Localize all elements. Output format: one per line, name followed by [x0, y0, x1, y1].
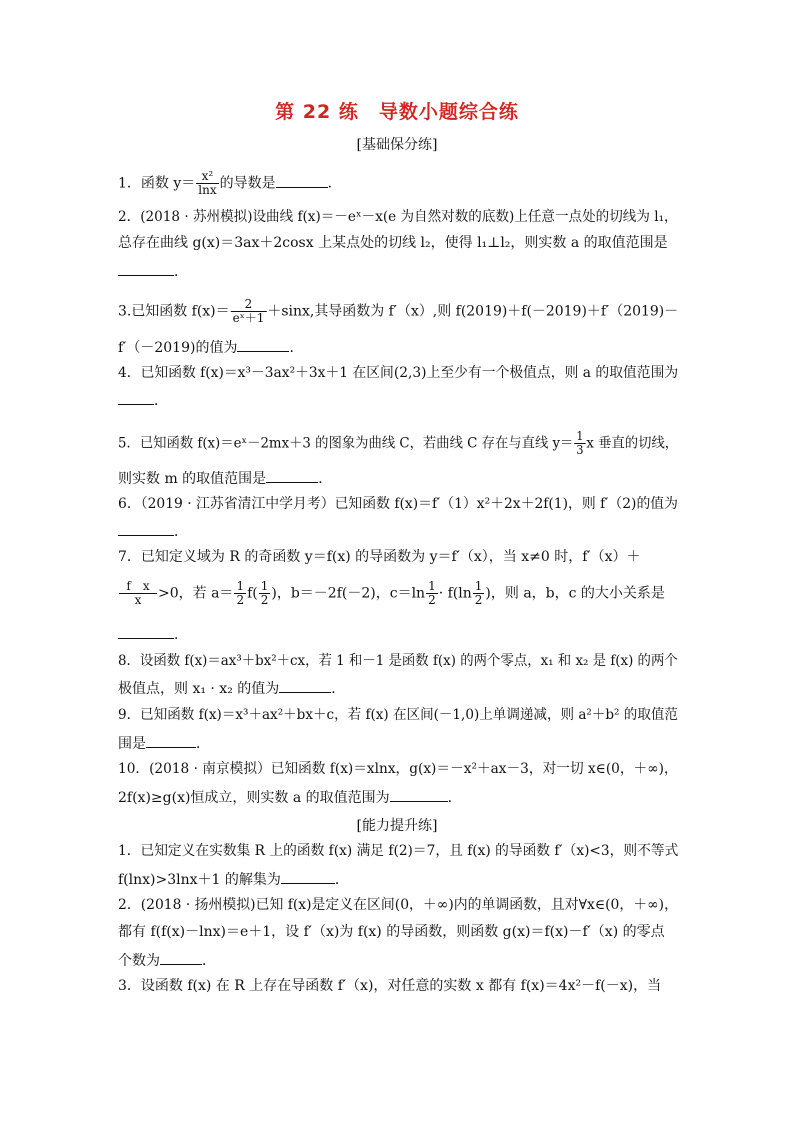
text: ． — [174, 627, 188, 643]
numerator: 2 — [231, 298, 267, 312]
text: 个数为 — [118, 953, 160, 969]
text: ． — [154, 393, 168, 409]
answer-blank[interactable] — [279, 678, 331, 693]
text: ＋sinx,其导函数为 f′（x）,则 f(2019)＋f(－2019)＋f′（2019)－ — [267, 303, 679, 320]
text: f — [247, 585, 253, 602]
fraction — [231, 298, 267, 325]
text: >0，若 a＝ — [158, 585, 234, 602]
problem-4-line-2 — [118, 390, 678, 410]
text: ，b＝－2f(－2)，c＝ln — [276, 585, 426, 602]
text: 3.已知函数 f(x)＝ — [118, 303, 230, 320]
text: f′（－2019)的值为 — [118, 340, 238, 356]
numerator: x² — [196, 170, 218, 184]
advanced-problem-2-line-3 — [118, 950, 678, 970]
numerator: 1 — [576, 429, 584, 443]
problem-3-line-1 — [118, 298, 677, 325]
advanced-problem-2-line-1: 2．(2018 · 扬州模拟)已知 f(x)是定义在区间(0，＋∞)内的单调函数，且对∀x∈(0，＋∞)， — [118, 897, 678, 913]
problem-6-line-1: 6．（2019 · 江苏省清江中学月考）已知函数 f(x)＝f′（1）x²＋2x＋2f(1)，则 f′（2)的值为 — [118, 496, 679, 512]
answer-blank[interactable] — [390, 787, 448, 802]
denominator: 2 — [260, 593, 269, 607]
answer-blank[interactable] — [118, 521, 174, 536]
text: ． — [327, 175, 342, 192]
problem-7-line-3 — [118, 624, 678, 644]
denominator: lnx — [198, 183, 217, 197]
answer-blank[interactable] — [146, 733, 196, 748]
section-heading-advanced: [能力提升练] — [356, 818, 438, 834]
numerator: 1 — [474, 579, 483, 593]
text: f(lnx)>3lnx＋1 的解集为 — [118, 872, 281, 888]
answer-blank[interactable] — [281, 869, 335, 884]
problem-7-line-1: 7．已知定义域为 R 的奇函数 y＝f(x) 的导函数为 y＝f′（x），当 x≠0 时，f′（x）＋ — [118, 549, 641, 565]
text: 1．函数 y＝ — [118, 175, 196, 192]
text: ln — [458, 585, 472, 602]
denominator: 2 — [474, 593, 483, 607]
text: 的导数是 — [219, 175, 276, 192]
denominator: eˣ＋1 — [232, 311, 265, 325]
problem-3-line-2 — [118, 337, 678, 357]
answer-blank[interactable] — [118, 390, 154, 405]
text: ． — [331, 681, 346, 697]
text: · f — [438, 585, 453, 602]
text: 5．已知函数 f(x)＝eˣ－2mx＋3 的图象为曲线 C，若曲线 C 存在与直线 y＝ — [118, 435, 574, 452]
fraction — [426, 580, 438, 607]
denominator: 2 — [236, 593, 245, 607]
page-title: 第 22 练 导数小题综合练 — [275, 101, 519, 123]
answer-blank[interactable] — [276, 173, 328, 188]
denominator: 2 — [428, 593, 436, 607]
problem-5-line-2 — [118, 468, 678, 488]
numerator: 1 — [428, 579, 436, 593]
problem-1 — [118, 170, 678, 197]
text: ． — [334, 872, 349, 888]
text: 2f(x)≥g(x)恒成立，则实数 a 的取值范围为 — [118, 790, 390, 806]
text: ． — [289, 340, 304, 356]
fraction — [473, 580, 485, 607]
answer-blank[interactable] — [118, 624, 174, 639]
denominator: x — [134, 593, 142, 607]
text: ． — [202, 953, 216, 969]
text: ． — [174, 524, 188, 540]
fraction — [119, 580, 157, 607]
text: 则实数 m 的取值范围是 — [118, 471, 267, 487]
numerator: f x — [119, 580, 157, 594]
answer-blank[interactable] — [160, 950, 202, 965]
answer-blank[interactable] — [266, 468, 318, 483]
problem-2-line-2: 总存在曲线 g(x)＝3ax＋2cosx 上某点处的切线 l₂，使得 l₁⊥l₂，则实数 a 的取值范围是 — [118, 235, 668, 251]
problem-2-line-1: 2．(2018 · 苏州模拟)设曲线 f(x)＝－eˣ－x(e 为自然对数的底数)上任意一点处的切线为 l₁， — [118, 209, 678, 225]
advanced-problem-1-line-1: 1．已知定义在实数集 R 上的函数 f(x) 满足 f(2)＝7，且 f(x) 的导函数 f′（x)<3，则不等式 — [118, 843, 679, 859]
text: x 垂直的切线， — [586, 435, 679, 452]
fraction — [574, 430, 585, 457]
numerator: 1 — [236, 579, 245, 593]
text: ． — [318, 471, 333, 487]
problem-7-line-2: $\frac{\text{f x}}{x}$ >0，若 a＝ $\frac{1}{2}$ f( $\frac{1}{2}$ )，b＝－2f(－2)，c＝ln $\frac{1}{2}$ · f(ln $\frac{1}{2}$ )，则 a，b，c 的大小关系是 — [118, 580, 678, 607]
fraction — [234, 580, 246, 607]
text: 极值点，则 x₁ · x₂ 的值为 — [118, 681, 280, 697]
problem-8-line-2 — [118, 678, 678, 698]
text: 围是 — [118, 736, 146, 752]
advanced-problem-2-line-2: 都有 f(f(x)－lnx)＝e＋1，设 f′（x)为 f(x) 的导函数，则函数 g(x)＝f(x)－f′（x) 的零点 — [118, 924, 665, 940]
fraction — [196, 170, 218, 197]
advanced-problem-1-line-2 — [118, 869, 678, 889]
answer-blank[interactable] — [237, 337, 289, 352]
problem-4-line-1: 4．已知函数 f(x)＝x³－3ax²＋3x＋1 在区间(2,3)上至少有一个极值点，则 a 的取值范围为 — [118, 365, 679, 381]
denominator: 3 — [576, 443, 584, 457]
problem-10-line-2 — [118, 787, 678, 807]
advanced-problem-3-line-1: 3．设函数 f(x) 在 R 上存在导函数 f′（x)，对任意的实数 x 都有 f(x)＝4x²－f(－x)，当 — [118, 978, 662, 994]
numerator: 1 — [260, 579, 269, 593]
text: ． — [174, 264, 188, 280]
problem-2-line-3 — [118, 261, 678, 281]
problem-10-line-1: 10．(2018 · 南京模拟）已知函数 f(x)＝xlnx，g(x)＝－x²＋ax－3，对一切 x∈(0，＋∞)， — [118, 761, 678, 777]
problem-5-line-1 — [118, 429, 679, 457]
section-heading-basic: [基础保分练] — [356, 137, 438, 153]
text: ，则 a，b，c 的大小关系是 — [490, 585, 665, 602]
problem-9-line-2 — [118, 733, 678, 753]
text: ． — [196, 736, 210, 752]
problem-6-line-2 — [118, 521, 678, 541]
text: ． — [447, 790, 462, 806]
problem-9-line-1: 9．已知函数 f(x)＝x³＋ax²＋bx＋c，若 f(x) 在区间(－1,0)上单调递减，则 a²＋b² 的取值范 — [118, 707, 678, 723]
answer-blank[interactable] — [118, 261, 174, 276]
fraction — [259, 580, 271, 607]
problem-8-line-1: 8．设函数 f(x)＝ax³＋bx²＋cx，若 1 和－1 是函数 f(x) 的两个零点，x₁ 和 x₂ 是 f(x) 的两个 — [118, 653, 678, 669]
